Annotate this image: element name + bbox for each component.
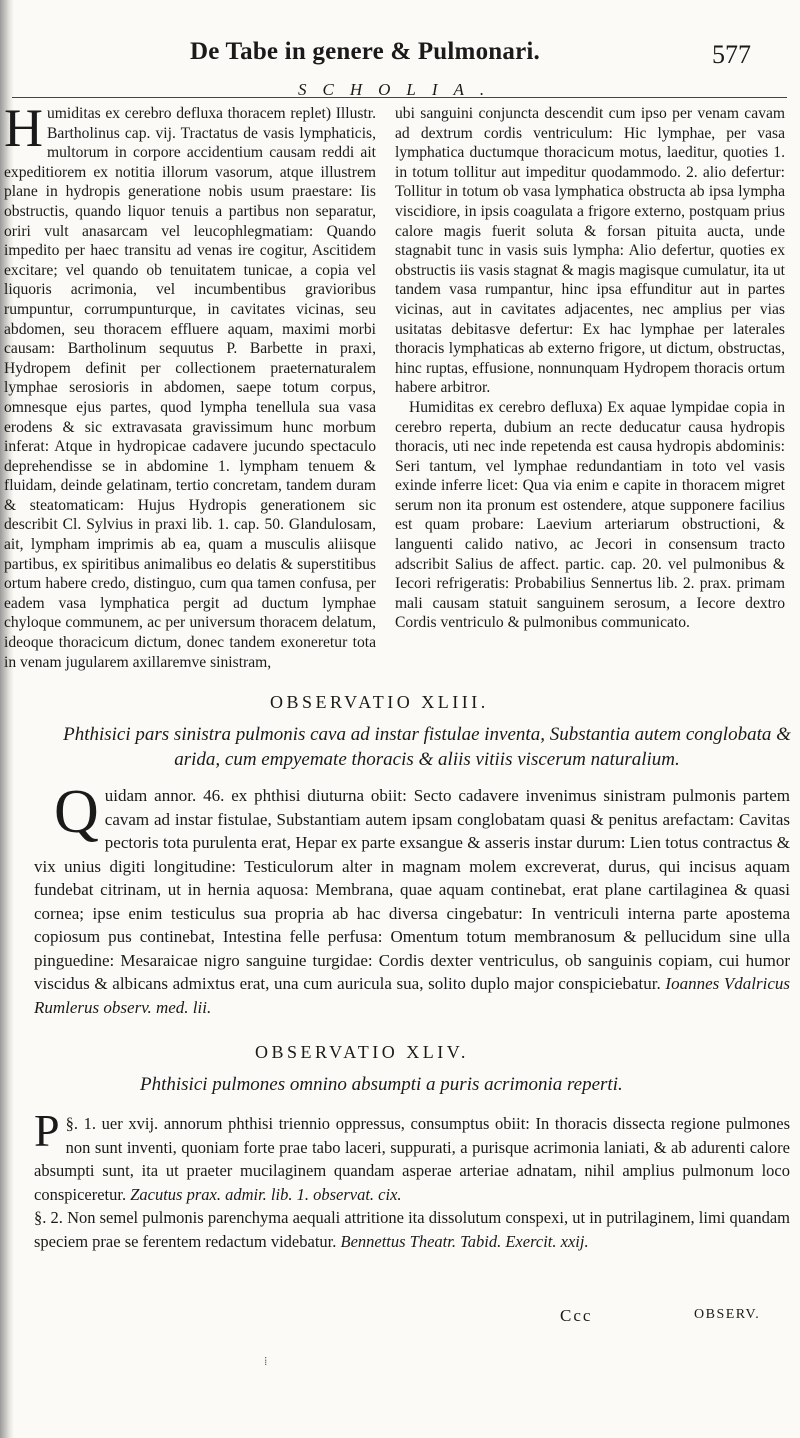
- scholia-left-text: umiditas ex cerebro defluxa thoracem replet) Illustr. Bartholinus cap. vij. Tractatus de vasis lymphaticis, multorum in corpore accidentium causam reddi ait expeditiorem ex notitia illorum vasorum, atque illustrem plane in hydropis generatione nobis usum praestare: Iis obstructis, quando liquor tenuis a partibus non separatur, oriri vult anasarcam vel leucophlegmatiam: Quando impedito per haec transitu ad venas ire cogitur, Ascitidem excitare; vel quando ob tenuitatem tunicae, a copia vel liquoris acrimonia, vel incumbentibus gravioribus rumpuntur, corrumpunturque, in cavitates vicinas, seu abdomen, seu thoracem effluere aquam, maximi morbi causam: Bartholinum sequutus P. Barbette in praxi, Hydropem definit per collectionem praeternaturalem lymphae serosioris in abdomen, saepe totum corpus, omnesque ejus partes, quod lympha tenellula sua vasa erodens & sic extravasata gravissimum hunc morbum inferat: Atque in hydropicae cadavere jucundo spectaculo deprehendisse se in abdomine 1. lympham tenuem & fluidam, deinde gelatinam, tertio concretam, tandem duram & steatomaticam: Hujus Hydropis generationem sic describit Cl. Sylvius in praxi lib. 1. cap. 50. Glandulosam, ait, lympham imprimis ab ea, quam a musculis aliisque partibus, ex spiritibus animalibus eo delatis & superstitibus ortum habere credo, distinguo, cum qua tamen confusa, per eadem vasa lymphatica pergit ad ductum lymphae chyloque communem, ac per universum thoracem delatum, ideoque thoracicum dictum, donec tandem exoneretur tota in venam jugularem axillaremve sinistram,: [4, 105, 376, 671]
- paragraph-1-label: §. 1.: [65, 1114, 96, 1133]
- scholia-dropcap: H: [4, 98, 43, 158]
- signature-mark: Ccc: [560, 1306, 593, 1325]
- running-title: De Tabe in genere & Pulmonari.: [190, 38, 540, 65]
- scholia-right-paragraph-2: Humiditas ex cerebro defluxa) Ex aquae lympidae copia in cerebro reperta, dubium an recte deducatur causa hydropis thoracis, uti nec inde repetenda est causa hydropis abdominis: Seri tantum, vel lymphae redundantiam in toto vel vasis exinde inferre licet: Qua via enim e capite in thoracem migret serum non ita pronum est ostendere, atque supponere facilius est quam probare: Laevium arteriarum obstructioni, & languenti calido nativo, ac Jecori in consensum tracto adscribit Salius de affect. partic. cap. 20. vel pulmonibus & Iecori refrigeratis: Probabilius Sennertus lib. 2. prax. primam mali causam statuit sanguinem serosum, a Iecore dextro Cordis ventriculo & pulmonibus communicato.: [395, 398, 785, 632]
- scholia-right-paragraph-1: ubi sanguini conjuncta descendit cum ipso per venam cavam ad dextrum cordis ventriculum: Hic lymphae, per vasa lymphatica ductumque thoracicum motus, laeditur, quoties 1. in totum tollitur aut impeditur quodammodo. 2. alio defertur: Tollitur in totum ob vasa lymphatica obstructa ab ipsa lympha viscidiore, in ipsis coagulata a frigore externo, postquam prius calore magis fuerit soluta & forsan pituita aucta, unde stagnabit tunc in vasis suis lympha: Alio defertur, quoties ex obstructis iis vasis stagnat & magis magisque cumulatur, ita ut tandem vasa rumpantur, hinc ipsa effunditur aut in partes vicinas, aut in cavitates adjacentes, nec amplius per vias usitatas debitasve defertur: Ex hac lymphae per laterales thoracis lymphaticas ab externo frigore, ut dictum, obstructas, hinc ruptas, effusione, nonnunquam Hydropem thoracis ortum habere arbitror.: [395, 105, 785, 397]
- observatio-44-heading: OBSERVATIO XLIV.: [255, 1042, 469, 1062]
- observatio-44-paragraph-2: [34, 1206, 790, 1253]
- observatio-43-title: Phthisici pars sinistra pulmonis cava ad instar fistulae inventa, Substantia autem conglobata & arida, cum empyemate thoracis & aliis vitiis viscerum naturalium.: [63, 724, 791, 770]
- observatio-43-source: Ioannes Vdalricus Rumlerus observ. med. lii.: [34, 974, 790, 1017]
- observatio-44-body: [34, 1105, 791, 1253]
- observatio-44-paragraph-1: [34, 1105, 791, 1206]
- scholia-right-column: [395, 104, 785, 633]
- paragraph-1-dropcap: P: [34, 1105, 60, 1156]
- scholia-left-column: [4, 98, 376, 672]
- paragraph-2-text: Non semel pulmonis parenchyma aequali attritione ita dissolutum conspexi, ut in putrilaginem, limi quandam speciem prae se ferentem redactum videbatur.: [34, 1208, 791, 1251]
- page-number: 577: [712, 40, 751, 69]
- observatio-43-dropcap: Q: [54, 778, 99, 846]
- observatio-43-heading: OBSERVATIO XLIII.: [270, 692, 489, 712]
- paragraph-1-source: Zacutus prax. admir. lib. 1. observat. cix.: [130, 1184, 402, 1204]
- catchword: OBSERV.: [694, 1307, 761, 1322]
- observatio-43-text: uidam annor. 46. ex phthisi diuturna obiit: Secto cadavere invenimus sinistram pulmonis partem cavam ad instar fistulae, Substantiam autem ipsam conglobatam quasi & penitus arefactam: Cavitas pectoris tota purulenta erat, Hepar ex parte exsangue & asseris instar durum: Lien totus contractus & vix unius digiti longitudine: Testiculorum alter in magnam molem excreverat, durus, qui incisus aquam fundebat citrinam, ut in hernia aquosa: Membrana, quae aquam continebat, erat plane cartilaginea & quasi cornea; ipse enim testiculus sua propria ab hac diversa cingebatur: In ventriculi interna parte apostema copiosum pus continebat, Intestina felle perfusa: Omentum totum membranosum & pellucidum sine ulla pinguedine: Mesaraicae nigro sanguine turgidae: Cordis dexter ventriculus, ob sanguinis copiam, cui humor viscidus & albicans admixtus erat, una cum auricula sua, solito duplo major conspiciebatur.: [34, 786, 790, 993]
- paragraph-2-label: §. 2.: [34, 1208, 63, 1227]
- paragraph-1-text: uer xvij. annorum phthisi triennio oppressus, consumptus obiit: In thoracis dissecta regione pulmones non sunt inventi, quoniam forte prae tabo laceri, suppurati, a purisque acrimonia laniati, & ab adurenti calore absumpti sunt, ita ut praeter mucilaginem quandam asperae arteriae adnatam, nihil amplius pulmonum loco conspiceretur.: [34, 1114, 791, 1204]
- observatio-43-body: [34, 778, 790, 1019]
- paragraph-2-source: Bennettus Theatr. Tabid. Exercit. xxij.: [340, 1231, 589, 1251]
- ink-smudge: ⁞: [264, 1354, 268, 1368]
- observatio-44-title: Phthisici pulmones omnino absumpti a puris acrimonia reperti.: [140, 1074, 623, 1095]
- scholia-heading: SCHOLIA.: [298, 80, 501, 99]
